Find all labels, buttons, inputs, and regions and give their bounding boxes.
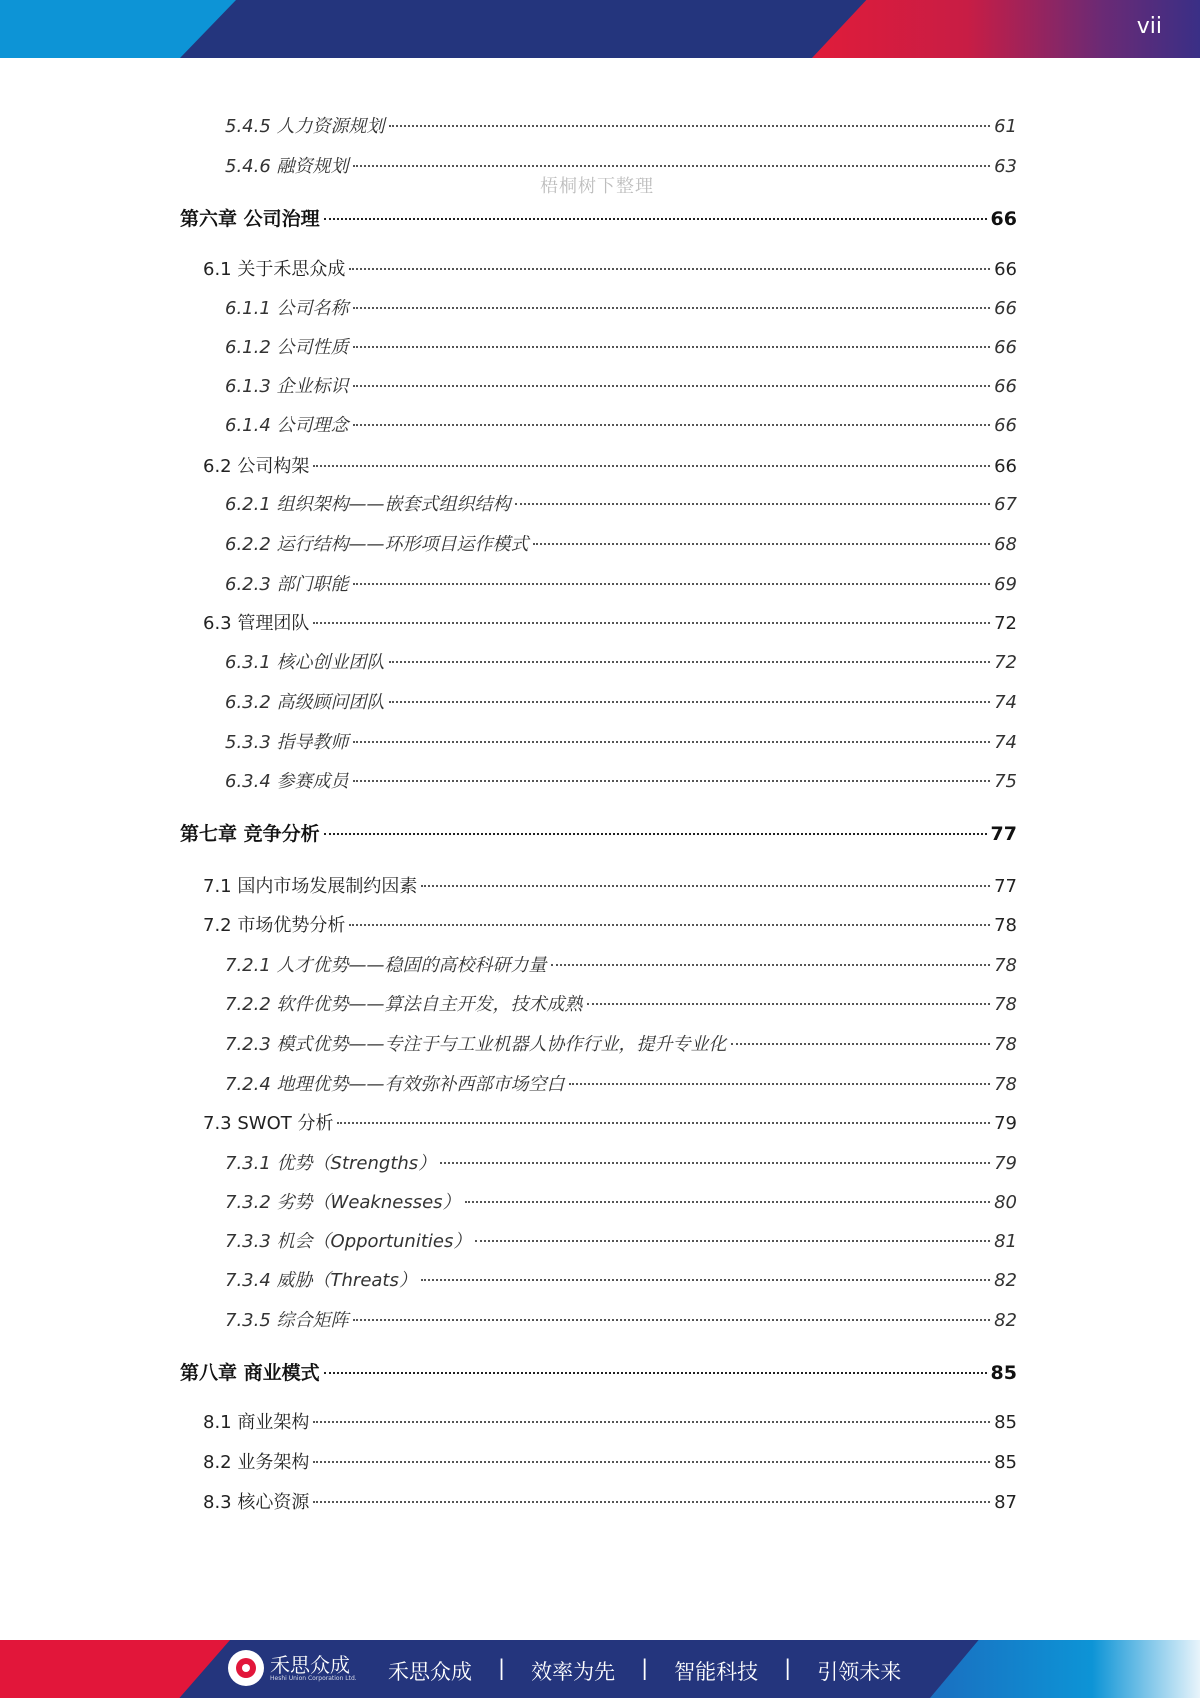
toc-chapter-entry[interactable] bbox=[0, 1358, 1017, 1388]
toc-section-entry[interactable] bbox=[0, 911, 1017, 941]
toc-subsection-entry[interactable] bbox=[0, 294, 1017, 324]
toc-entry-page: 79 bbox=[994, 1113, 1017, 1134]
toc-entry-label: 8.3 核心资源 bbox=[203, 1492, 310, 1513]
toc-entry-label: 7.2.1 人才优势——稳固的高校科研力量 bbox=[225, 955, 547, 976]
toc-dot-leader bbox=[389, 661, 991, 663]
toc-entry-label: 7.1 国内市场发展制约因素 bbox=[203, 876, 418, 897]
toc-dot-leader bbox=[475, 1240, 990, 1242]
slogan-separator: | bbox=[498, 1656, 506, 1680]
toc-subsection-entry[interactable] bbox=[0, 688, 1017, 718]
watermark-text: 梧桐树下整理 bbox=[540, 176, 654, 197]
toc-entry-label: 7.3 SWOT 分析 bbox=[203, 1113, 334, 1134]
toc-subsection-entry[interactable] bbox=[0, 152, 1017, 182]
toc-entry-page: 66 bbox=[994, 376, 1017, 397]
toc-subsection-entry[interactable] bbox=[0, 1149, 1017, 1179]
toc-entry-page: 77 bbox=[994, 876, 1017, 897]
toc-entry-page: 85 bbox=[994, 1452, 1017, 1473]
toc-entry-label: 第七章 竞争分析 bbox=[180, 823, 320, 845]
toc-entry-label: 7.3.2 劣势（Weaknesses） bbox=[225, 1192, 461, 1213]
toc-dot-leader bbox=[731, 1043, 991, 1045]
toc-section-entry[interactable] bbox=[0, 609, 1017, 639]
toc-entry-page: 72 bbox=[994, 652, 1017, 673]
toc-dot-leader bbox=[313, 1501, 990, 1503]
logo-text: 禾思众成 bbox=[270, 1652, 350, 1677]
toc-subsection-entry[interactable] bbox=[0, 112, 1017, 142]
toc-subsection-entry[interactable] bbox=[0, 570, 1017, 600]
toc-dot-leader bbox=[324, 218, 987, 220]
toc-subsection-entry[interactable] bbox=[0, 372, 1017, 402]
toc-entry-label: 6.1.3 企业标识 bbox=[225, 376, 349, 397]
toc-subsection-entry[interactable] bbox=[0, 1030, 1017, 1060]
toc-entry-page: 69 bbox=[994, 574, 1017, 595]
toc-dot-leader bbox=[313, 1421, 990, 1423]
toc-subsection-entry[interactable] bbox=[0, 1227, 1017, 1257]
toc-entry-label: 6.3.2 高级顾问团队 bbox=[225, 692, 385, 713]
toc-entry-page: 68 bbox=[994, 534, 1017, 555]
toc-entry-label: 6.1.1 公司名称 bbox=[225, 298, 349, 319]
toc-entry-page: 78 bbox=[994, 915, 1017, 936]
toc-dot-leader bbox=[389, 125, 991, 127]
slogan-item: 引领未来 bbox=[817, 1660, 902, 1684]
toc-entry-label: 6.1.2 公司性质 bbox=[225, 337, 349, 358]
toc-entry-label: 第八章 商业模式 bbox=[180, 1362, 320, 1384]
toc-entry-label: 6.2.1 组织架构——嵌套式组织结构 bbox=[225, 494, 511, 515]
toc-entry-page: 81 bbox=[994, 1231, 1017, 1252]
toc-dot-leader bbox=[313, 622, 990, 624]
toc-dot-leader bbox=[353, 780, 991, 782]
toc-entry-page: 66 bbox=[994, 298, 1017, 319]
toc-dot-leader bbox=[313, 465, 990, 467]
toc-subsection-entry[interactable] bbox=[0, 990, 1017, 1020]
toc-entry-page: 85 bbox=[990, 1362, 1017, 1384]
page-footer-band bbox=[0, 1640, 1200, 1698]
toc-entry-page: 66 bbox=[994, 415, 1017, 436]
toc-entry-label: 7.2.2 软件优势——算法自主开发，技术成熟 bbox=[225, 994, 583, 1015]
toc-entry-label: 7.3.3 机会（Opportunities） bbox=[225, 1231, 472, 1252]
toc-entry-page: 82 bbox=[994, 1270, 1017, 1291]
toc-entry-page: 79 bbox=[994, 1153, 1017, 1174]
toc-entry-label: 7.3.5 综合矩阵 bbox=[225, 1310, 349, 1331]
toc-entry-page: 85 bbox=[994, 1412, 1017, 1433]
toc-dot-leader bbox=[389, 701, 991, 703]
toc-dot-leader bbox=[569, 1083, 991, 1085]
toc-dot-leader bbox=[465, 1201, 991, 1203]
toc-section-entry[interactable] bbox=[0, 1408, 1017, 1438]
toc-entry-label: 6.2.2 运行结构——环形项目运作模式 bbox=[225, 534, 529, 555]
toc-dot-leader bbox=[515, 503, 991, 505]
toc-dot-leader bbox=[440, 1162, 990, 1164]
toc-dot-leader bbox=[353, 583, 991, 585]
logo-icon bbox=[228, 1650, 264, 1686]
toc-entry-label: 6.3.4 参赛成员 bbox=[225, 771, 349, 792]
toc-entry-page: 82 bbox=[994, 1310, 1017, 1331]
toc-dot-leader bbox=[353, 165, 991, 167]
toc-entry-label: 8.1 商业架构 bbox=[203, 1412, 310, 1433]
toc-entry-label: 6.1 关于禾思众成 bbox=[203, 259, 346, 280]
toc-subsection-entry[interactable] bbox=[0, 530, 1017, 560]
toc-entry-label: 6.3 管理团队 bbox=[203, 613, 310, 634]
toc-subsection-entry[interactable] bbox=[0, 1306, 1017, 1336]
toc-dot-leader bbox=[353, 741, 991, 743]
toc-entry-page: 74 bbox=[994, 732, 1017, 753]
toc-entry-page: 78 bbox=[994, 1034, 1017, 1055]
toc-entry-label: 7.2.4 地理优势——有效弥补西部市场空白 bbox=[225, 1074, 565, 1095]
slogan-item: 效率为先 bbox=[531, 1660, 616, 1684]
toc-subsection-entry[interactable] bbox=[0, 728, 1017, 758]
footer-slogan bbox=[388, 1656, 901, 1686]
toc-entry-page: 66 bbox=[994, 259, 1017, 280]
toc-entry-label: 8.2 业务架构 bbox=[203, 1452, 310, 1473]
toc-subsection-entry[interactable] bbox=[0, 490, 1017, 520]
toc-chapter-entry[interactable] bbox=[0, 204, 1017, 234]
header-navy-band bbox=[180, 0, 880, 58]
toc-entry-page: 80 bbox=[994, 1192, 1017, 1213]
toc-section-entry[interactable] bbox=[0, 1109, 1017, 1139]
toc-dot-leader bbox=[533, 543, 991, 545]
company-logo bbox=[228, 1650, 357, 1686]
toc-entry-label: 第六章 公司治理 bbox=[180, 208, 320, 230]
toc-dot-leader bbox=[313, 1461, 990, 1463]
toc-entry-page: 66 bbox=[990, 208, 1017, 230]
toc-entry-page: 78 bbox=[994, 955, 1017, 976]
toc-dot-leader bbox=[353, 307, 991, 309]
toc-entry-label: 6.2 公司构架 bbox=[203, 456, 310, 477]
toc-entry-label: 7.2 市场优势分析 bbox=[203, 915, 346, 936]
toc-entry-page: 67 bbox=[994, 494, 1017, 515]
toc-entry-label: 5.4.5 人力资源规划 bbox=[225, 116, 385, 137]
toc-entry-page: 72 bbox=[994, 613, 1017, 634]
toc-subsection-entry[interactable] bbox=[0, 1070, 1017, 1100]
toc-entry-page: 74 bbox=[994, 692, 1017, 713]
toc-dot-leader bbox=[353, 346, 991, 348]
toc-subsection-entry[interactable] bbox=[0, 767, 1017, 797]
toc-chapter-entry[interactable] bbox=[0, 819, 1017, 849]
toc-entry-label: 6.2.3 部门职能 bbox=[225, 574, 349, 595]
toc-subsection-entry[interactable] bbox=[0, 951, 1017, 981]
page-number: vii bbox=[1136, 14, 1162, 39]
toc-dot-leader bbox=[353, 424, 991, 426]
toc-dot-leader bbox=[324, 1372, 987, 1374]
toc-section-entry[interactable] bbox=[0, 1488, 1017, 1518]
toc-entry-page: 78 bbox=[994, 994, 1017, 1015]
toc-subsection-entry[interactable] bbox=[0, 648, 1017, 678]
toc-dot-leader bbox=[353, 1319, 991, 1321]
toc-dot-leader bbox=[421, 1279, 990, 1281]
toc-entry-label: 5.3.3 指导教师 bbox=[225, 732, 349, 753]
toc-dot-leader bbox=[337, 1122, 990, 1124]
toc-entry-page: 75 bbox=[994, 771, 1017, 792]
toc-dot-leader bbox=[349, 924, 990, 926]
toc-dot-leader bbox=[349, 268, 990, 270]
toc-section-entry[interactable] bbox=[0, 1448, 1017, 1478]
toc-entry-label: 7.2.3 模式优势——专注于与工业机器人协作行业，提升专业化 bbox=[225, 1034, 727, 1055]
toc-entry-label: 5.4.6 融资规划 bbox=[225, 156, 349, 177]
toc-dot-leader bbox=[587, 1003, 991, 1005]
toc-dot-leader bbox=[551, 964, 991, 966]
footer-red-slant bbox=[0, 1640, 230, 1698]
toc-entry-label: 6.1.4 公司理念 bbox=[225, 415, 349, 436]
slogan-item: 禾思众成 bbox=[388, 1660, 472, 1684]
toc-entry-page: 61 bbox=[994, 116, 1017, 137]
toc-dot-leader bbox=[353, 385, 991, 387]
toc-entry-page: 77 bbox=[990, 823, 1017, 845]
slogan-separator: | bbox=[641, 1656, 649, 1680]
toc-entry-label: 7.3.1 优势（Strengths） bbox=[225, 1153, 437, 1174]
toc-entry-page: 87 bbox=[994, 1492, 1017, 1513]
toc-entry-label: 7.3.4 威胁（Threats） bbox=[225, 1270, 417, 1291]
toc-entry-page: 66 bbox=[994, 456, 1017, 477]
toc-section-entry[interactable] bbox=[0, 452, 1017, 482]
toc-entry-page: 63 bbox=[994, 156, 1017, 177]
toc-dot-leader bbox=[324, 833, 987, 835]
logo-subtext: Heshi Union Corporation Ltd. bbox=[270, 1674, 357, 1682]
toc-subsection-entry[interactable] bbox=[0, 1188, 1017, 1218]
footer-blue-gradient bbox=[930, 1640, 1200, 1698]
toc-entry-page: 66 bbox=[994, 337, 1017, 358]
slogan-separator: | bbox=[784, 1656, 792, 1680]
toc-subsection-entry[interactable] bbox=[0, 333, 1017, 363]
toc-section-entry[interactable] bbox=[0, 255, 1017, 285]
toc-entry-page: 78 bbox=[994, 1074, 1017, 1095]
toc-subsection-entry[interactable] bbox=[0, 1266, 1017, 1296]
toc-entry-label: 6.3.1 核心创业团队 bbox=[225, 652, 385, 673]
toc-section-entry[interactable] bbox=[0, 872, 1017, 902]
toc-dot-leader bbox=[421, 885, 990, 887]
slogan-item: 智能科技 bbox=[674, 1660, 759, 1684]
page-header-band bbox=[0, 0, 1200, 58]
toc-subsection-entry[interactable] bbox=[0, 411, 1017, 441]
